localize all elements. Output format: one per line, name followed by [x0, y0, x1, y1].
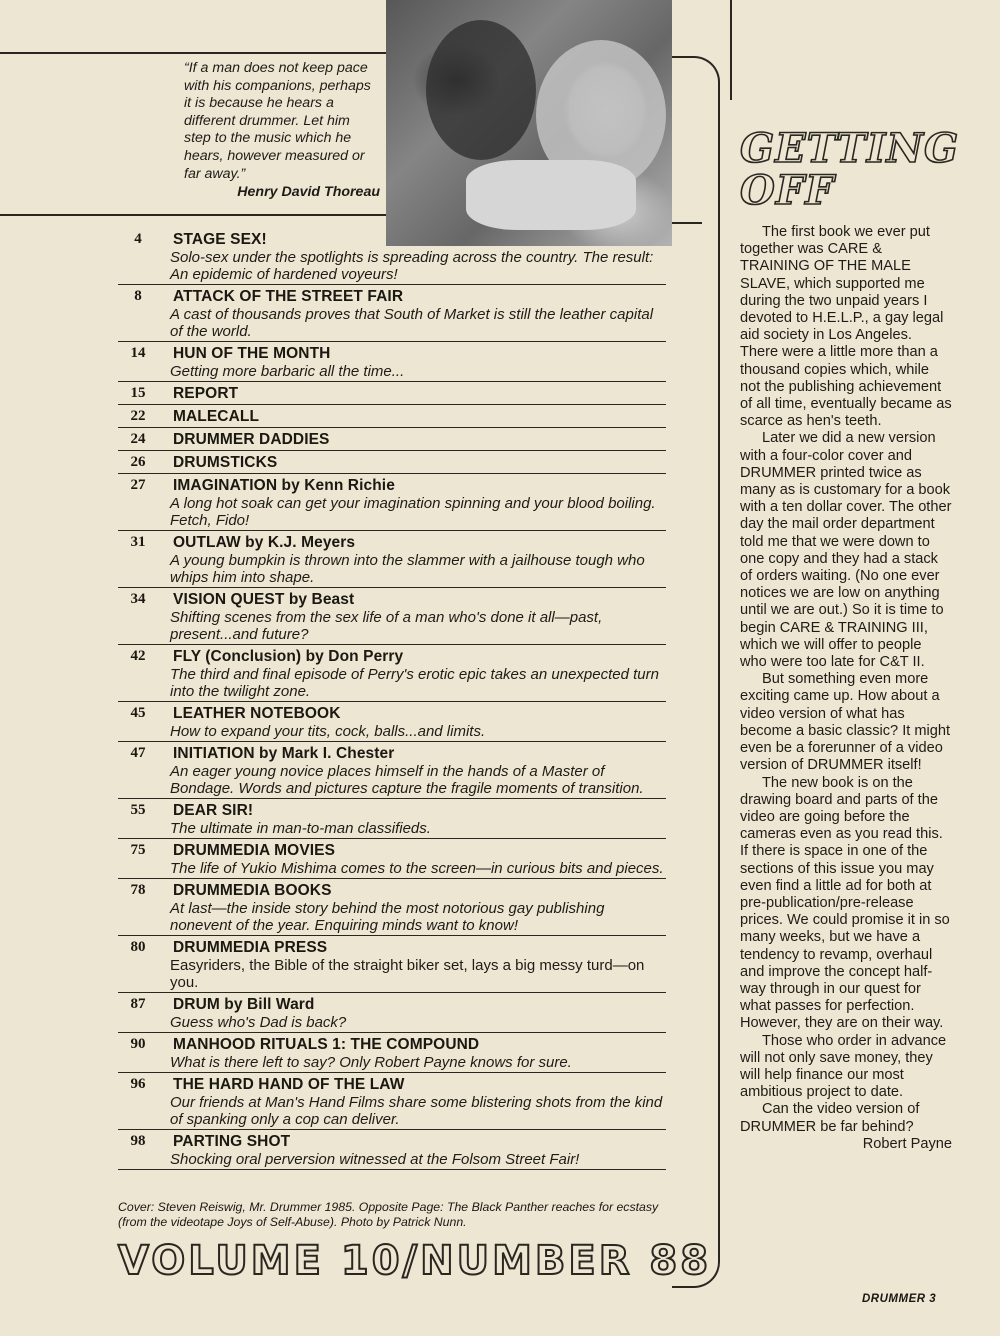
toc-page-number: 80	[130, 939, 146, 955]
toc-entry[interactable]	[118, 474, 666, 531]
toc-page-number: 15	[130, 385, 146, 401]
toc-title: DRUMMEDIA PRESS	[173, 939, 328, 956]
toc-page-number: 34	[130, 591, 146, 607]
toc-title: LEATHER NOTEBOOK	[173, 705, 341, 722]
toc-page-number: 8	[134, 288, 142, 304]
editorial-paragraph: Later we did a new version with a four-color cover and DRUMMER printed twice as many as is customary for a book with a ten dollar cover. The other day the mail order department told me that we were down to one copy and they had a stack of orders waiting. (No one ever notices we are low on anything until we are out.) So it is time to begin CARE & TRAINING III, which we will offer to people who were too late for C&T II.	[740, 430, 952, 671]
toc-title: MANHOOD RITUALS 1: THE COMPOUND	[173, 1036, 480, 1053]
toc-entry[interactable]	[118, 228, 666, 285]
toc-page-number: 78	[130, 882, 146, 898]
toc-title: DEAR SIR!	[173, 802, 254, 819]
toc-entry[interactable]	[118, 382, 666, 405]
toc-entry[interactable]	[118, 1073, 666, 1130]
toc-entry[interactable]	[118, 879, 666, 936]
editorial-signature: Robert Payne	[862, 1135, 952, 1152]
toc-title: ATTACK OF THE STREET FAIR	[173, 288, 404, 305]
toc-page-number: 47	[130, 745, 146, 761]
quote-author: Henry David Thoreau	[237, 184, 380, 201]
toc-page-number: 55	[130, 802, 146, 818]
toc-title: OUTLAW by K.J. Meyers	[173, 534, 356, 551]
top-rule-left	[0, 52, 386, 54]
thoreau-quote	[184, 60, 380, 202]
toc-title: HUN OF THE MONTH	[173, 345, 331, 362]
toc-title: FLY (Conclusion) by Don Perry	[173, 648, 404, 665]
toc-page-number: 26	[130, 454, 146, 470]
toc-title: PARTING SHOT	[173, 1133, 291, 1150]
quote-rule	[0, 214, 386, 216]
toc-page-number: 22	[130, 408, 146, 424]
toc-title: REPORT	[173, 385, 239, 402]
toc-description: The ultimate in man-to-man classifieds.	[170, 820, 431, 837]
toc-description: Solo-sex under the spotlights is spreading across the country. The result: An epidemic of hardened voyeurs!	[170, 249, 654, 283]
toc-entry[interactable]	[118, 702, 666, 742]
toc-entry[interactable]	[118, 839, 666, 879]
toc-description: A long hot soak can get your imagination spinning and your blood boiling. Fetch, Fido!	[170, 495, 656, 529]
cover-photo	[386, 0, 672, 246]
toc-description: Our friends at Man's Hand Films share some blistering shots from the kind of spanking only a cop can deliver.	[170, 1094, 663, 1128]
toc-page-number: 98	[130, 1133, 146, 1149]
toc-description: Guess who's Dad is back?	[170, 1014, 347, 1031]
toc-entry[interactable]	[118, 588, 666, 645]
toc-description: What is there left to say? Only Robert Payne knows for sure.	[170, 1054, 572, 1071]
photo-shorts	[466, 160, 636, 230]
editorial-paragraph: Those who order in advance will not only save money, they will help finance our most ambitious project to date.	[740, 1032, 947, 1101]
volume-number: VOLUME 10/NUMBER 88	[118, 1238, 712, 1284]
column-divider	[730, 0, 732, 100]
toc-description: A cast of thousands proves that South of Market is still the leather capital of the world.	[170, 306, 654, 340]
toc-entry[interactable]	[118, 1033, 666, 1073]
toc-entry[interactable]	[118, 1130, 666, 1170]
toc-page-number: 75	[130, 842, 146, 858]
toc-title: STAGE SEX!	[173, 231, 267, 248]
editorial-paragraph: Can the video version of DRUMMER be far behind?	[740, 1101, 920, 1135]
toc-entry[interactable]	[118, 531, 666, 588]
toc-description: Shifting scenes from the sex life of a man who's done it all—past, present...and future?	[170, 609, 603, 643]
toc-entry[interactable]	[118, 742, 666, 799]
toc-entry[interactable]	[118, 451, 666, 474]
toc-description: An eager young novice places himself in the hands of a Master of Bondage. Words and pictures capture the fragile moments of transition.	[170, 763, 644, 797]
toc-title: MALECALL	[173, 408, 260, 425]
cover-credit: Cover: Steven Reiswig, Mr. Drummer 1985. Opposite Page: The Black Panther reaches for ecstasy (from the videotape Joys of Self-Abuse). Photo by Patrick Nunn.	[118, 1200, 659, 1229]
toc-title: DRUMMEDIA MOVIES	[173, 842, 336, 859]
toc-page-number: 27	[130, 477, 146, 493]
toc-title: INITIATION by Mark I. Chester	[173, 745, 395, 762]
toc-page-number: 90	[130, 1036, 146, 1052]
toc-entry[interactable]	[118, 342, 666, 382]
toc-page-number: 4	[134, 231, 142, 247]
editorial-paragraph: The first book we ever put together was CARE & TRAINING OF THE MALE SLAVE, which supported me during the two unpaid years I devoted to H.E.L.P., a gay legal aid society in Los Angeles. There were a little more than a thousand copies which, while not the publishing achievement of all time, eventually became as scarce as hen's teeth.	[740, 224, 952, 430]
photo-figure-dark	[426, 20, 536, 160]
toc-title: DRUM by Bill Ward	[173, 996, 315, 1013]
toc-page-number: 14	[130, 345, 146, 361]
toc-description: Shocking oral perversion witnessed at the Folsom Street Fair!	[170, 1151, 580, 1168]
toc-entry[interactable]	[118, 428, 666, 451]
quote-text: “If a man does not keep pace with his companions, perhaps it is because he hears a different drummer. Let him step to the music which he hears, however measured or far away.”	[184, 60, 371, 182]
toc-entry[interactable]	[118, 285, 666, 342]
toc-entry[interactable]	[118, 799, 666, 839]
toc-entry[interactable]	[118, 993, 666, 1033]
toc-description: Getting more barbaric all the time...	[170, 363, 405, 380]
toc-title: THE HARD HAND OF THE LAW	[173, 1076, 405, 1093]
toc-page-number: 87	[130, 996, 146, 1012]
toc-description: The third and final episode of Perry's erotic epic takes an unexpected turn into the twilight zone.	[170, 666, 659, 700]
toc-page-number: 96	[130, 1076, 146, 1092]
toc-page-number: 24	[130, 431, 146, 447]
toc-page-number: 42	[130, 648, 146, 664]
heading-line-1: GETTING	[740, 125, 960, 172]
table-of-contents	[118, 228, 666, 1170]
toc-description: A young bumpkin is thrown into the slammer with a jailhouse tough who whips him into shape.	[170, 552, 645, 586]
toc-title: VISION QUEST by Beast	[173, 591, 355, 608]
heading-line-2: OFF	[740, 167, 835, 214]
editorial-paragraph: But something even more exciting came up. How about a video version of what has become a basic classic? It might even be a forerunner of a video version of DRUMMER itself!	[740, 671, 951, 774]
toc-description: How to expand your tits, cock, balls...and limits.	[170, 723, 486, 740]
toc-description: At last—the inside story behind the most notorious gay publishing nonevent of the year. Enquiring minds want to know!	[170, 900, 605, 934]
editorial-heading	[740, 125, 970, 214]
toc-description: Easyriders, the Bible of the straight biker set, lays a big messy turd—on you.	[170, 957, 645, 991]
toc-frame	[672, 56, 720, 1288]
toc-title: DRUMSTICKS	[173, 454, 278, 471]
toc-title: DRUMMER DADDIES	[173, 431, 330, 448]
toc-entry[interactable]	[118, 645, 666, 702]
page-footer: DRUMMER 3	[862, 1293, 937, 1305]
toc-title: IMAGINATION by Kenn Richie	[173, 477, 395, 494]
toc-page-number: 45	[130, 705, 146, 721]
editorial-paragraph: The new book is on the drawing board and parts of the video are going before the cameras even as you read this. If there is space in one of the sections of this issue you may even find a little ad for both at pre-publication/pre-release prices. We could promise it in so many weeks, but we have a tendency to revamp, overhaul and improve the concept half-way through in our quest for what passes for perfection. However, they are on their way.	[740, 774, 950, 1032]
toc-title: DRUMMEDIA BOOKS	[173, 882, 332, 899]
editorial-column	[740, 224, 952, 1153]
toc-entry[interactable]	[118, 405, 666, 428]
toc-page-number: 31	[130, 534, 146, 550]
toc-description: The life of Yukio Mishima comes to the screen—in curious bits and pieces.	[170, 860, 664, 877]
toc-entry[interactable]	[118, 936, 666, 993]
